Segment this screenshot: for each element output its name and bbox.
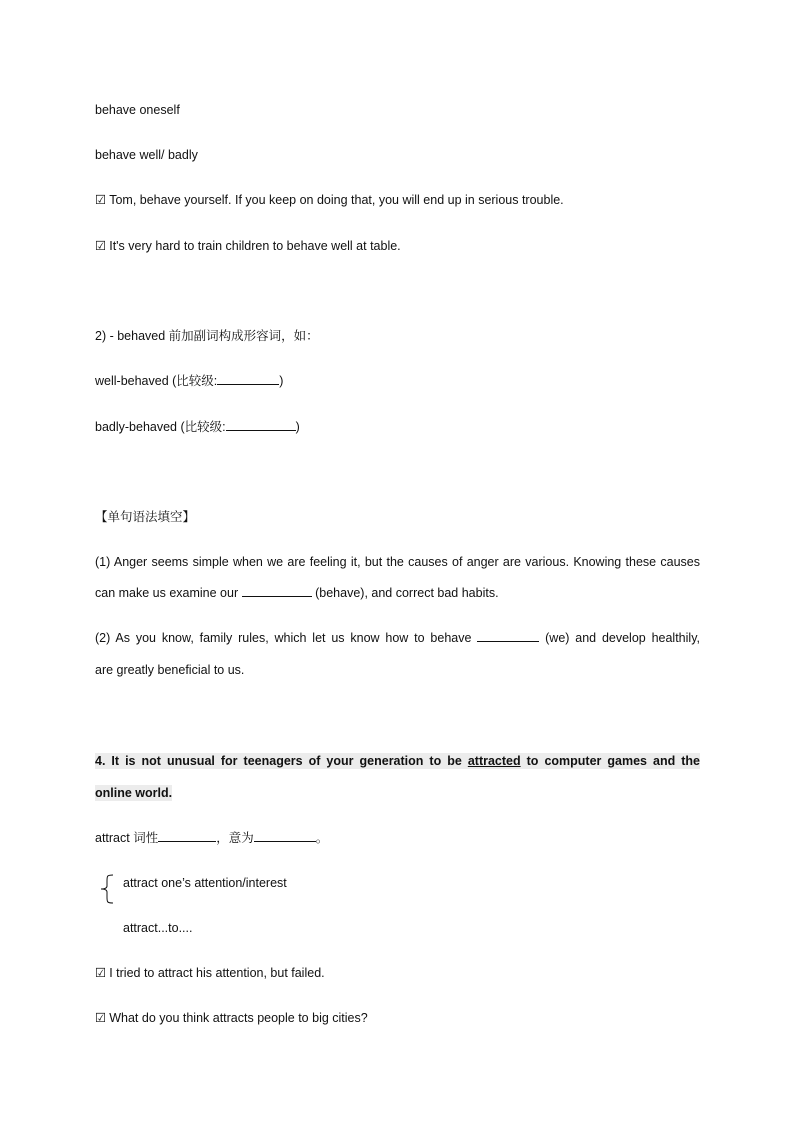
point-4-heading-line-2: online world. — [95, 786, 173, 800]
blank-line — [254, 830, 316, 842]
point-2-heading: 2) - behaved 前加副词构成形容词，如： — [95, 329, 319, 343]
checkbox-icon: ☑ — [95, 1011, 107, 1025]
blank-line — [158, 830, 216, 842]
phrase-behave-oneself: behave oneself — [95, 103, 180, 117]
question-2-line-2: are greatly beneficial to us. — [95, 663, 245, 677]
checkbox-icon: ☑ — [95, 239, 107, 253]
attract-line: attract 词性 ，意为 。 — [95, 831, 329, 845]
checkbox-icon: ☑ — [95, 966, 107, 980]
phrase-attract-to: attract...to.... — [123, 921, 193, 935]
blank-line — [226, 419, 296, 431]
checkbox-icon: ☑ — [95, 193, 107, 207]
phrase-attract-attention: attract one’s attention/interest — [123, 876, 287, 890]
example-sentence: ☑ It's very hard to train children to behave well at table. — [95, 239, 401, 253]
blank-line — [242, 585, 312, 597]
example-sentence: ☑ Tom, behave yourself. If you keep on doing that, you will end up in serious trouble. — [95, 193, 564, 207]
blank-line — [477, 630, 539, 642]
question-1-line-2: can make us examine our (behave), and correct bad habits. — [95, 586, 499, 600]
well-behaved-line: well-behaved (比较级: ) — [95, 374, 284, 388]
blank-line — [217, 373, 279, 385]
example-sentence: ☑ I tried to attract his attention, but failed. — [95, 966, 325, 980]
question-1-line-1: (1) Anger seems simple when we are feeling it, but the causes of anger are various. Knowing these causes — [95, 555, 700, 569]
point-4-heading: 4. It is not unusual for teenagers of your generation to be attracted to computer games and the — [95, 754, 700, 768]
brace-icon — [100, 874, 114, 904]
phrase-behave-well-badly: behave well/ badly — [95, 148, 198, 162]
example-sentence: ☑ What do you think attracts people to big cities? — [95, 1011, 368, 1025]
question-2-line-1: (2) As you know, family rules, which let us know how to behave (we) and develop healthily, — [95, 631, 700, 645]
badly-behaved-line: badly-behaved (比较级: ) — [95, 420, 300, 434]
section-title: 【单句语法填空】 — [95, 510, 196, 524]
